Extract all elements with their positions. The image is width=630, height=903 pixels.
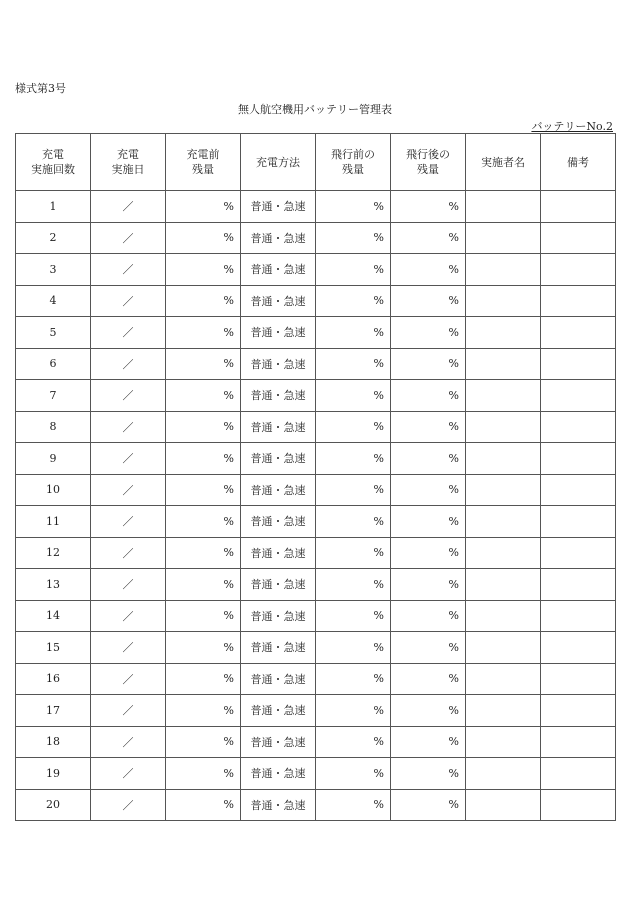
charge-date-cell[interactable]: ／ xyxy=(91,317,166,349)
header-label: 充電 xyxy=(117,148,139,161)
operator-cell[interactable] xyxy=(466,695,541,727)
charge-date-cell[interactable]: ／ xyxy=(91,506,166,538)
header-row xyxy=(16,134,616,191)
pre-flight-cell[interactable]: % xyxy=(316,443,391,475)
pre-flight-cell[interactable]: % xyxy=(316,758,391,790)
pre-flight-cell[interactable]: % xyxy=(316,632,391,664)
charge-method-cell[interactable]: 普通・急速 xyxy=(241,348,316,380)
operator-cell[interactable] xyxy=(466,443,541,475)
charge-date-cell[interactable]: ／ xyxy=(91,254,166,286)
charge-count-cell: 11 xyxy=(16,506,91,538)
table-row xyxy=(16,317,616,349)
charge-method-cell[interactable]: 普通・急速 xyxy=(241,632,316,664)
charge-method-cell[interactable]: 普通・急速 xyxy=(241,380,316,412)
header-charge-date xyxy=(91,134,166,191)
remarks-cell[interactable] xyxy=(541,411,616,443)
post-flight-cell[interactable]: % xyxy=(391,569,466,601)
header-label: 備考 xyxy=(567,155,589,169)
page-title: 無人航空機用バッテリー管理表 xyxy=(238,103,392,116)
pre-flight-cell[interactable]: % xyxy=(316,348,391,380)
remarks-cell[interactable] xyxy=(541,191,616,223)
remarks-cell[interactable] xyxy=(541,663,616,695)
pre-flight-cell[interactable]: % xyxy=(316,726,391,758)
table-row xyxy=(16,348,616,380)
remarks-cell[interactable] xyxy=(541,285,616,317)
charge-date-cell[interactable]: ／ xyxy=(91,222,166,254)
header-label: 実施回数 xyxy=(31,163,75,176)
post-flight-cell[interactable]: % xyxy=(391,758,466,790)
charge-count-cell: 13 xyxy=(16,569,91,601)
pre-flight-cell[interactable]: % xyxy=(316,411,391,443)
charge-count-cell: 4 xyxy=(16,285,91,317)
before-charge-cell[interactable]: % xyxy=(166,695,241,727)
charge-count-cell: 12 xyxy=(16,537,91,569)
charge-count-cell: 3 xyxy=(16,254,91,286)
table-row xyxy=(16,632,616,664)
pre-flight-cell[interactable]: % xyxy=(316,191,391,223)
table-row xyxy=(16,695,616,727)
post-flight-cell[interactable]: % xyxy=(391,317,466,349)
charge-date-cell[interactable]: ／ xyxy=(91,632,166,664)
post-flight-cell[interactable]: % xyxy=(391,443,466,475)
charge-count-cell: 17 xyxy=(16,695,91,727)
table-row xyxy=(16,191,616,223)
header-charge-method xyxy=(241,134,316,191)
before-charge-cell[interactable]: % xyxy=(166,474,241,506)
header-label: 充電前 xyxy=(186,148,220,161)
charge-method-cell[interactable]: 普通・急速 xyxy=(241,285,316,317)
table-row xyxy=(16,537,616,569)
header-charge-count xyxy=(16,134,91,191)
remarks-cell[interactable] xyxy=(541,317,616,349)
header-before-charge xyxy=(166,134,241,191)
operator-cell[interactable] xyxy=(466,789,541,821)
table-row xyxy=(16,663,616,695)
operator-cell[interactable] xyxy=(466,726,541,758)
table-body xyxy=(16,191,616,821)
charge-method-cell[interactable]: 普通・急速 xyxy=(241,222,316,254)
charge-method-cell[interactable]: 普通・急速 xyxy=(241,789,316,821)
header-pre-flight xyxy=(316,134,391,191)
charge-method-cell[interactable]: 普通・急速 xyxy=(241,569,316,601)
charge-count-cell: 1 xyxy=(16,191,91,223)
charge-count-cell: 16 xyxy=(16,663,91,695)
form-number: 様式第3号 xyxy=(15,82,66,95)
charge-method-cell[interactable]: 普通・急速 xyxy=(241,726,316,758)
pre-flight-cell[interactable]: % xyxy=(316,789,391,821)
post-flight-cell[interactable]: % xyxy=(391,789,466,821)
operator-cell[interactable] xyxy=(466,285,541,317)
remarks-cell[interactable] xyxy=(541,726,616,758)
charge-date-cell[interactable]: ／ xyxy=(91,474,166,506)
before-charge-cell[interactable]: % xyxy=(166,285,241,317)
pre-flight-cell[interactable]: % xyxy=(316,474,391,506)
table-row xyxy=(16,726,616,758)
header-label: 実施日 xyxy=(111,163,145,176)
header-label: 充電 xyxy=(42,148,64,161)
operator-cell[interactable] xyxy=(466,537,541,569)
remarks-cell[interactable] xyxy=(541,632,616,664)
operator-cell[interactable] xyxy=(466,506,541,538)
pre-flight-cell[interactable]: % xyxy=(316,254,391,286)
before-charge-cell[interactable]: % xyxy=(166,506,241,538)
header-label: 実施者名 xyxy=(481,155,525,169)
operator-cell[interactable] xyxy=(466,600,541,632)
pre-flight-cell[interactable]: % xyxy=(316,663,391,695)
operator-cell[interactable] xyxy=(466,222,541,254)
remarks-cell[interactable] xyxy=(541,506,616,538)
before-charge-cell[interactable]: % xyxy=(166,663,241,695)
header-label: 残量 xyxy=(342,163,364,176)
charge-date-cell[interactable]: ／ xyxy=(91,726,166,758)
remarks-cell[interactable] xyxy=(541,380,616,412)
header-operator xyxy=(466,134,541,191)
post-flight-cell[interactable]: % xyxy=(391,411,466,443)
charge-date-cell[interactable]: ／ xyxy=(91,758,166,790)
remarks-cell[interactable] xyxy=(541,789,616,821)
pre-flight-cell[interactable]: % xyxy=(316,537,391,569)
post-flight-cell[interactable]: % xyxy=(391,600,466,632)
charge-date-cell[interactable]: ／ xyxy=(91,380,166,412)
post-flight-cell[interactable]: % xyxy=(391,254,466,286)
before-charge-cell[interactable]: % xyxy=(166,789,241,821)
remarks-cell[interactable] xyxy=(541,569,616,601)
before-charge-cell[interactable]: % xyxy=(166,411,241,443)
post-flight-cell[interactable]: % xyxy=(391,663,466,695)
before-charge-cell[interactable]: % xyxy=(166,254,241,286)
charge-method-cell[interactable]: 普通・急速 xyxy=(241,758,316,790)
table-row xyxy=(16,443,616,475)
charge-date-cell[interactable]: ／ xyxy=(91,285,166,317)
charge-count-cell: 7 xyxy=(16,380,91,412)
operator-cell[interactable] xyxy=(466,663,541,695)
pre-flight-cell[interactable]: % xyxy=(316,380,391,412)
before-charge-cell[interactable]: % xyxy=(166,380,241,412)
operator-cell[interactable] xyxy=(466,348,541,380)
charge-method-cell[interactable]: 普通・急速 xyxy=(241,506,316,538)
pre-flight-cell[interactable]: % xyxy=(316,317,391,349)
charge-date-cell[interactable]: ／ xyxy=(91,411,166,443)
post-flight-cell[interactable]: % xyxy=(391,474,466,506)
post-flight-cell[interactable]: % xyxy=(391,348,466,380)
operator-cell[interactable] xyxy=(466,474,541,506)
header-label: 残量 xyxy=(417,163,439,176)
table-row xyxy=(16,380,616,412)
remarks-cell[interactable] xyxy=(541,222,616,254)
table-row xyxy=(16,474,616,506)
post-flight-cell[interactable]: % xyxy=(391,632,466,664)
charge-method-cell[interactable]: 普通・急速 xyxy=(241,663,316,695)
before-charge-cell[interactable]: % xyxy=(166,537,241,569)
charge-date-cell[interactable]: ／ xyxy=(91,348,166,380)
post-flight-cell[interactable]: % xyxy=(391,191,466,223)
charge-count-cell: 18 xyxy=(16,726,91,758)
charge-method-cell[interactable]: 普通・急速 xyxy=(241,317,316,349)
operator-cell[interactable] xyxy=(466,758,541,790)
battery-log-table xyxy=(15,133,616,821)
charge-method-cell[interactable]: 普通・急速 xyxy=(241,474,316,506)
header-label: 充電方法 xyxy=(256,155,300,169)
post-flight-cell[interactable]: % xyxy=(391,726,466,758)
before-charge-cell[interactable]: % xyxy=(166,317,241,349)
before-charge-cell[interactable]: % xyxy=(166,443,241,475)
pre-flight-cell[interactable]: % xyxy=(316,222,391,254)
operator-cell[interactable] xyxy=(466,380,541,412)
table-row xyxy=(16,506,616,538)
post-flight-cell[interactable]: % xyxy=(391,506,466,538)
table-row xyxy=(16,222,616,254)
header-label: 飛行前の xyxy=(331,148,375,161)
remarks-cell[interactable] xyxy=(541,600,616,632)
before-charge-cell[interactable]: % xyxy=(166,569,241,601)
remarks-cell[interactable] xyxy=(541,537,616,569)
remarks-cell[interactable] xyxy=(541,474,616,506)
table-row xyxy=(16,411,616,443)
before-charge-cell[interactable]: % xyxy=(166,758,241,790)
charge-method-cell[interactable]: 普通・急速 xyxy=(241,600,316,632)
pre-flight-cell[interactable]: % xyxy=(316,569,391,601)
operator-cell[interactable] xyxy=(466,254,541,286)
charge-date-cell[interactable]: ／ xyxy=(91,695,166,727)
table-row xyxy=(16,569,616,601)
charge-method-cell[interactable]: 普通・急速 xyxy=(241,443,316,475)
charge-count-cell: 6 xyxy=(16,348,91,380)
operator-cell[interactable] xyxy=(466,411,541,443)
battery-number: バッテリーNo.2 xyxy=(531,120,613,133)
header-label: 残量 xyxy=(192,163,214,176)
charge-date-cell[interactable]: ／ xyxy=(91,789,166,821)
pre-flight-cell[interactable]: % xyxy=(316,506,391,538)
post-flight-cell[interactable]: % xyxy=(391,285,466,317)
pre-flight-cell[interactable]: % xyxy=(316,285,391,317)
header-label: 飛行後の xyxy=(406,148,450,161)
pre-flight-cell[interactable]: % xyxy=(316,600,391,632)
charge-date-cell[interactable]: ／ xyxy=(91,600,166,632)
before-charge-cell[interactable]: % xyxy=(166,600,241,632)
post-flight-cell[interactable]: % xyxy=(391,380,466,412)
table-row xyxy=(16,600,616,632)
before-charge-cell[interactable]: % xyxy=(166,222,241,254)
charge-count-cell: 20 xyxy=(16,789,91,821)
operator-cell[interactable] xyxy=(466,632,541,664)
before-charge-cell[interactable]: % xyxy=(166,632,241,664)
post-flight-cell[interactable]: % xyxy=(391,222,466,254)
remarks-cell[interactable] xyxy=(541,758,616,790)
charge-method-cell[interactable]: 普通・急速 xyxy=(241,254,316,286)
table-row xyxy=(16,285,616,317)
table-row xyxy=(16,254,616,286)
before-charge-cell[interactable]: % xyxy=(166,191,241,223)
table-row xyxy=(16,789,616,821)
charge-date-cell[interactable]: ／ xyxy=(91,191,166,223)
charge-method-cell[interactable]: 普通・急速 xyxy=(241,191,316,223)
post-flight-cell[interactable]: % xyxy=(391,695,466,727)
table-row xyxy=(16,758,616,790)
remarks-cell[interactable] xyxy=(541,254,616,286)
charge-count-cell: 8 xyxy=(16,411,91,443)
header-remarks xyxy=(541,134,616,191)
remarks-cell[interactable] xyxy=(541,695,616,727)
charge-date-cell[interactable]: ／ xyxy=(91,537,166,569)
charge-count-cell: 15 xyxy=(16,632,91,664)
charge-count-cell: 2 xyxy=(16,222,91,254)
before-charge-cell[interactable]: % xyxy=(166,726,241,758)
pre-flight-cell[interactable]: % xyxy=(316,695,391,727)
charge-date-cell[interactable]: ／ xyxy=(91,443,166,475)
charge-count-cell: 9 xyxy=(16,443,91,475)
post-flight-cell[interactable]: % xyxy=(391,537,466,569)
header-post-flight xyxy=(391,134,466,191)
charge-count-cell: 5 xyxy=(16,317,91,349)
charge-count-cell: 14 xyxy=(16,600,91,632)
charge-date-cell[interactable]: ／ xyxy=(91,663,166,695)
charge-method-cell[interactable]: 普通・急速 xyxy=(241,411,316,443)
remarks-cell[interactable] xyxy=(541,443,616,475)
charge-count-cell: 10 xyxy=(16,474,91,506)
charge-date-cell[interactable]: ／ xyxy=(91,569,166,601)
charge-method-cell[interactable]: 普通・急速 xyxy=(241,537,316,569)
operator-cell[interactable] xyxy=(466,191,541,223)
charge-method-cell[interactable]: 普通・急速 xyxy=(241,695,316,727)
charge-count-cell: 19 xyxy=(16,758,91,790)
before-charge-cell[interactable]: % xyxy=(166,348,241,380)
operator-cell[interactable] xyxy=(466,569,541,601)
remarks-cell[interactable] xyxy=(541,348,616,380)
operator-cell[interactable] xyxy=(466,317,541,349)
